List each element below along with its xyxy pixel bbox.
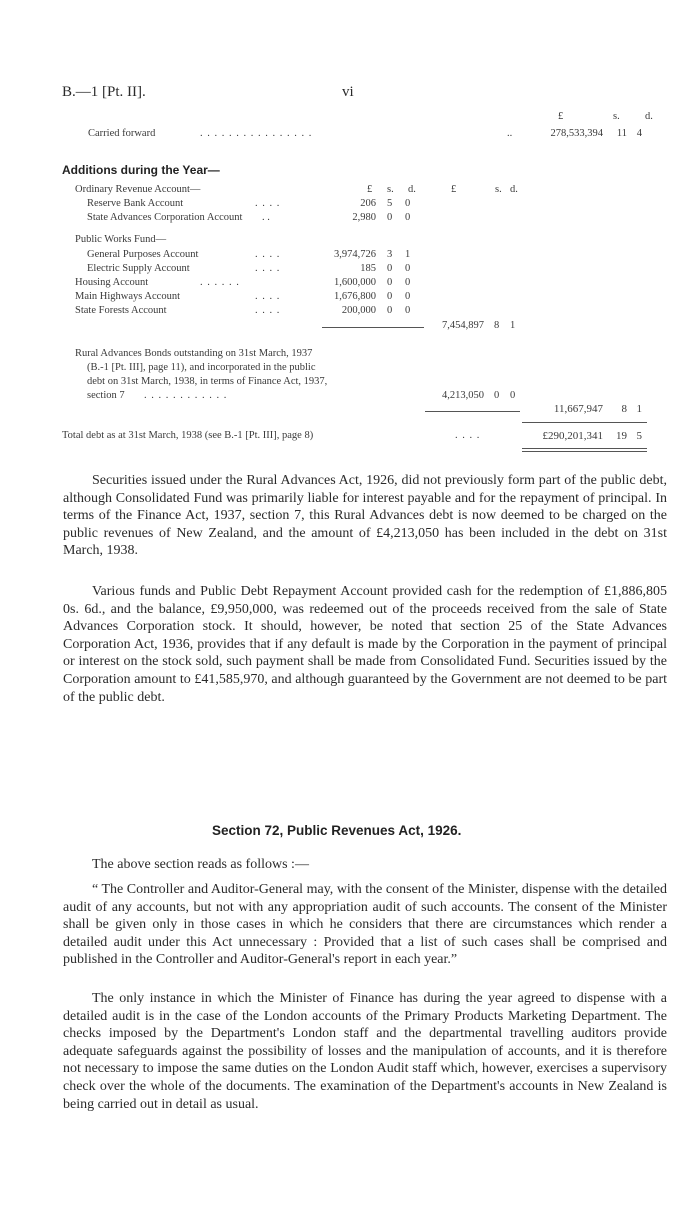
ordinary-revenue-heading: Ordinary Revenue Account— [75,184,201,195]
account-label: General Purposes Account [87,249,199,260]
amount-shillings: 5 [387,198,393,209]
col-s-header: s. [495,184,502,195]
leader-dots: .. [507,128,513,139]
grand-total-double-rule [522,451,647,452]
paragraph-london-accounts: The only instance in which the Minister of Finance has during the year agreed to dispense with a detailed audit is in the case of the London accounts of the Primary Products Marketing Department. The checks imposed by the Department's London staff and the departmental travelling auditors provide adequate safeguards against the possibility of losses and the manipulation of accounts, and it is therefore not necessary to impose the same duties on the London Audit staff which, however, exercises a supervisory check over the whole of the documents. The examination of the Department's accounts in New Zealand is being carried out in detail as usual. [63,991,667,1112]
page-reference: B.—1 [Pt. II]. [62,84,146,100]
col-d-header: d. [645,111,653,122]
additions-total-rule [425,411,520,412]
carried-shillings: 11 [616,128,627,139]
col-s-header: s. [613,111,620,122]
leader-dots: . . . . [455,430,481,441]
additions-total-shillings: 8 [621,403,627,415]
amount-pounds: 200,000 [341,305,376,316]
col-pound-header: £ [451,184,457,195]
amount-shillings: 0 [387,291,393,302]
leader-dots: . . . . . . [200,277,240,288]
account-label: Main Highways Account [75,291,180,302]
rural-line: (B.-1 [Pt. III], page 11), and incorporated in the public [87,362,316,373]
leader-dots: . . . . [255,263,281,274]
account-label: State Advances Corporation Account [87,212,243,223]
page-number: vi [342,84,354,100]
amount-pence: 0 [405,277,411,288]
rural-shillings: 0 [494,390,500,401]
total-debt-label: Total debt as at 31st March, 1938 (see B.-1 [Pt. III], page 8) [62,430,314,441]
paragraph-section-intro: The above section reads as follows :— [92,857,309,872]
grand-total-top-rule [522,422,647,423]
carried-forward-label: Carried forward [88,128,156,139]
leader-dots: . . . . . . . . . . . . [144,390,228,401]
amount-pounds: 1,676,800 [334,291,376,302]
carried-pence: 4 [636,128,642,139]
paragraph-redemption: Various funds and Public Debt Repayment Account provided cash for the redemption of £1,886,805 0s. 6d., and the balance, £9,950,000, was redeemed out of the proceeds received from the sale of State Advances Corporation stock. It should, however, be noted that section 25 of the State Advances Corporation Act, 1936, provides that if any default is made by the Corporation in the payment of principal or interest on the stock sold, such payment shall be made from Consolidated Fund. Securities issued by the Corporation amount to £41,585,970, and although guaranteed by the Government are not deemed to be part of the public debt. [63,584,667,705]
col-pound-header: £ [367,184,373,195]
amount-pence: 0 [405,198,411,209]
subtotal-pounds: 7,454,897 [442,320,484,331]
rural-line: section 7 [87,390,125,401]
amount-shillings: 0 [387,277,393,288]
subtotal-shillings: 8 [494,320,500,331]
amount-pounds: 1,600,000 [334,277,376,288]
col-d-header: d. [510,184,518,195]
col-s-header: s. [387,184,394,195]
leader-dots: . . [262,212,270,223]
col-pound-header: £ [558,111,564,122]
amount-pence: 0 [405,212,411,223]
account-label: Housing Account [75,277,149,288]
leader-dots: . . . . . . . . . . . . . . . . [200,128,313,139]
rural-pounds: 4,213,050 [442,390,484,401]
grand-total-double-rule [522,448,647,449]
rural-line: debt on 31st March, 1938, in terms of Finance Act, 1937, [87,376,328,387]
amount-shillings: 3 [387,249,393,260]
amount-pounds: 185 [360,263,376,274]
additions-total-pounds: 11,667,947 [553,403,603,415]
subtotal-rule [322,327,424,328]
amount-pounds: 2,980 [352,212,376,223]
amount-pence: 0 [405,305,411,316]
leader-dots: . . . . [255,249,281,260]
col-d-header: d. [408,184,416,195]
additions-total-pence: 1 [636,403,642,415]
amount-pence: 1 [405,249,411,260]
account-label: Electric Supply Account [87,263,190,274]
carried-pounds: 278,533,394 [550,128,603,139]
rural-line: Rural Advances Bonds outstanding on 31st March, 1937 [75,348,313,359]
amount-shillings: 0 [387,305,393,316]
rural-pence: 0 [510,390,516,401]
total-debt-shillings: 19 [616,430,627,442]
account-label: State Forests Account [75,305,167,316]
amount-pence: 0 [405,291,411,302]
leader-dots: . . . . [255,291,281,302]
quoted-section-text: “ The Controller and Auditor-General may, with the consent of the Minister, dispense with the detailed audit of any accounts, but not with any appropriation audit of such accounts. The consent of the Minister shall be given only in those cases in which he considers that there are circumstances which render a detailed audit under this Act unnecessary : Provided that a list of such cases shall be comprised and published in the Controller and Auditor-General's report in each year.” [63,882,667,968]
paragraph-rural-advances: Securities issued under the Rural Advances Act, 1926, did not previously form part of the public debt, although Consolidated Fund was primarily liable for interest payable and for the repayment of principal. In terms of the Finance Act, 1937, section 7, this Rural Advances debt is now deemed to be charged on the public revenues of New Zealand, and the amount of £4,213,050 has been included in the debt on 31st March, 1938. [63,473,667,559]
subtotal-pence: 1 [510,320,516,331]
leader-dots: . . . . [255,198,281,209]
section-heading: Section 72, Public Revenues Act, 1926. [212,823,462,838]
total-debt-pounds: £290,201,341 [542,430,603,442]
amount-pounds: 206 [360,198,376,209]
amount-shillings: 0 [387,263,393,274]
total-debt-pence: 5 [636,430,642,442]
amount-pence: 0 [405,263,411,274]
amount-shillings: 0 [387,212,393,223]
public-works-heading: Public Works Fund— [75,234,167,245]
additions-heading: Additions during the Year— [62,163,220,177]
leader-dots: . . . . [255,305,281,316]
amount-pounds: 3,974,726 [334,249,376,260]
account-label: Reserve Bank Account [87,198,184,209]
